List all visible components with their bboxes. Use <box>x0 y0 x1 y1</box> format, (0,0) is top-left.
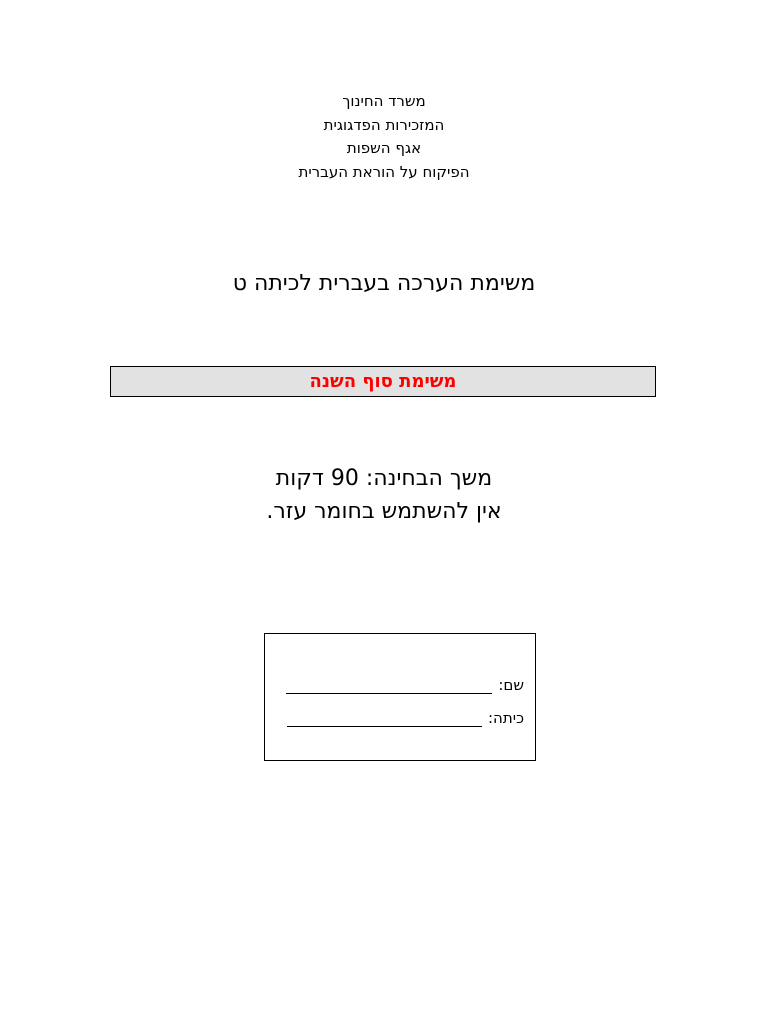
name-blank-line[interactable] <box>286 679 492 694</box>
ministry-header <box>0 90 768 184</box>
document-title: משימת הערכה בעברית לכיתה ט <box>232 271 536 296</box>
exam-duration: משך הבחינה: 90 דקות <box>275 466 493 491</box>
pedagogical-secretariat: המזכירות הפדגוגית <box>323 115 445 134</box>
exam-instruction: אין להשתמש בחומר עזר. <box>266 499 502 524</box>
exam-type-banner <box>110 366 656 397</box>
student-details-box <box>264 633 536 761</box>
hebrew-supervision: הפיקוח על הוראת העברית <box>298 162 470 181</box>
exam-type-label: משימת סוף השנה <box>309 371 457 392</box>
name-field-row <box>286 676 524 694</box>
exam-info <box>0 462 768 528</box>
class-field-row <box>287 709 524 727</box>
ministry-name: משרד החינוך <box>342 92 426 110</box>
languages-department: אגף השפות <box>346 139 422 157</box>
class-label: כיתה: <box>488 709 524 727</box>
class-blank-line[interactable] <box>287 712 482 727</box>
name-label: שם: <box>498 676 524 694</box>
